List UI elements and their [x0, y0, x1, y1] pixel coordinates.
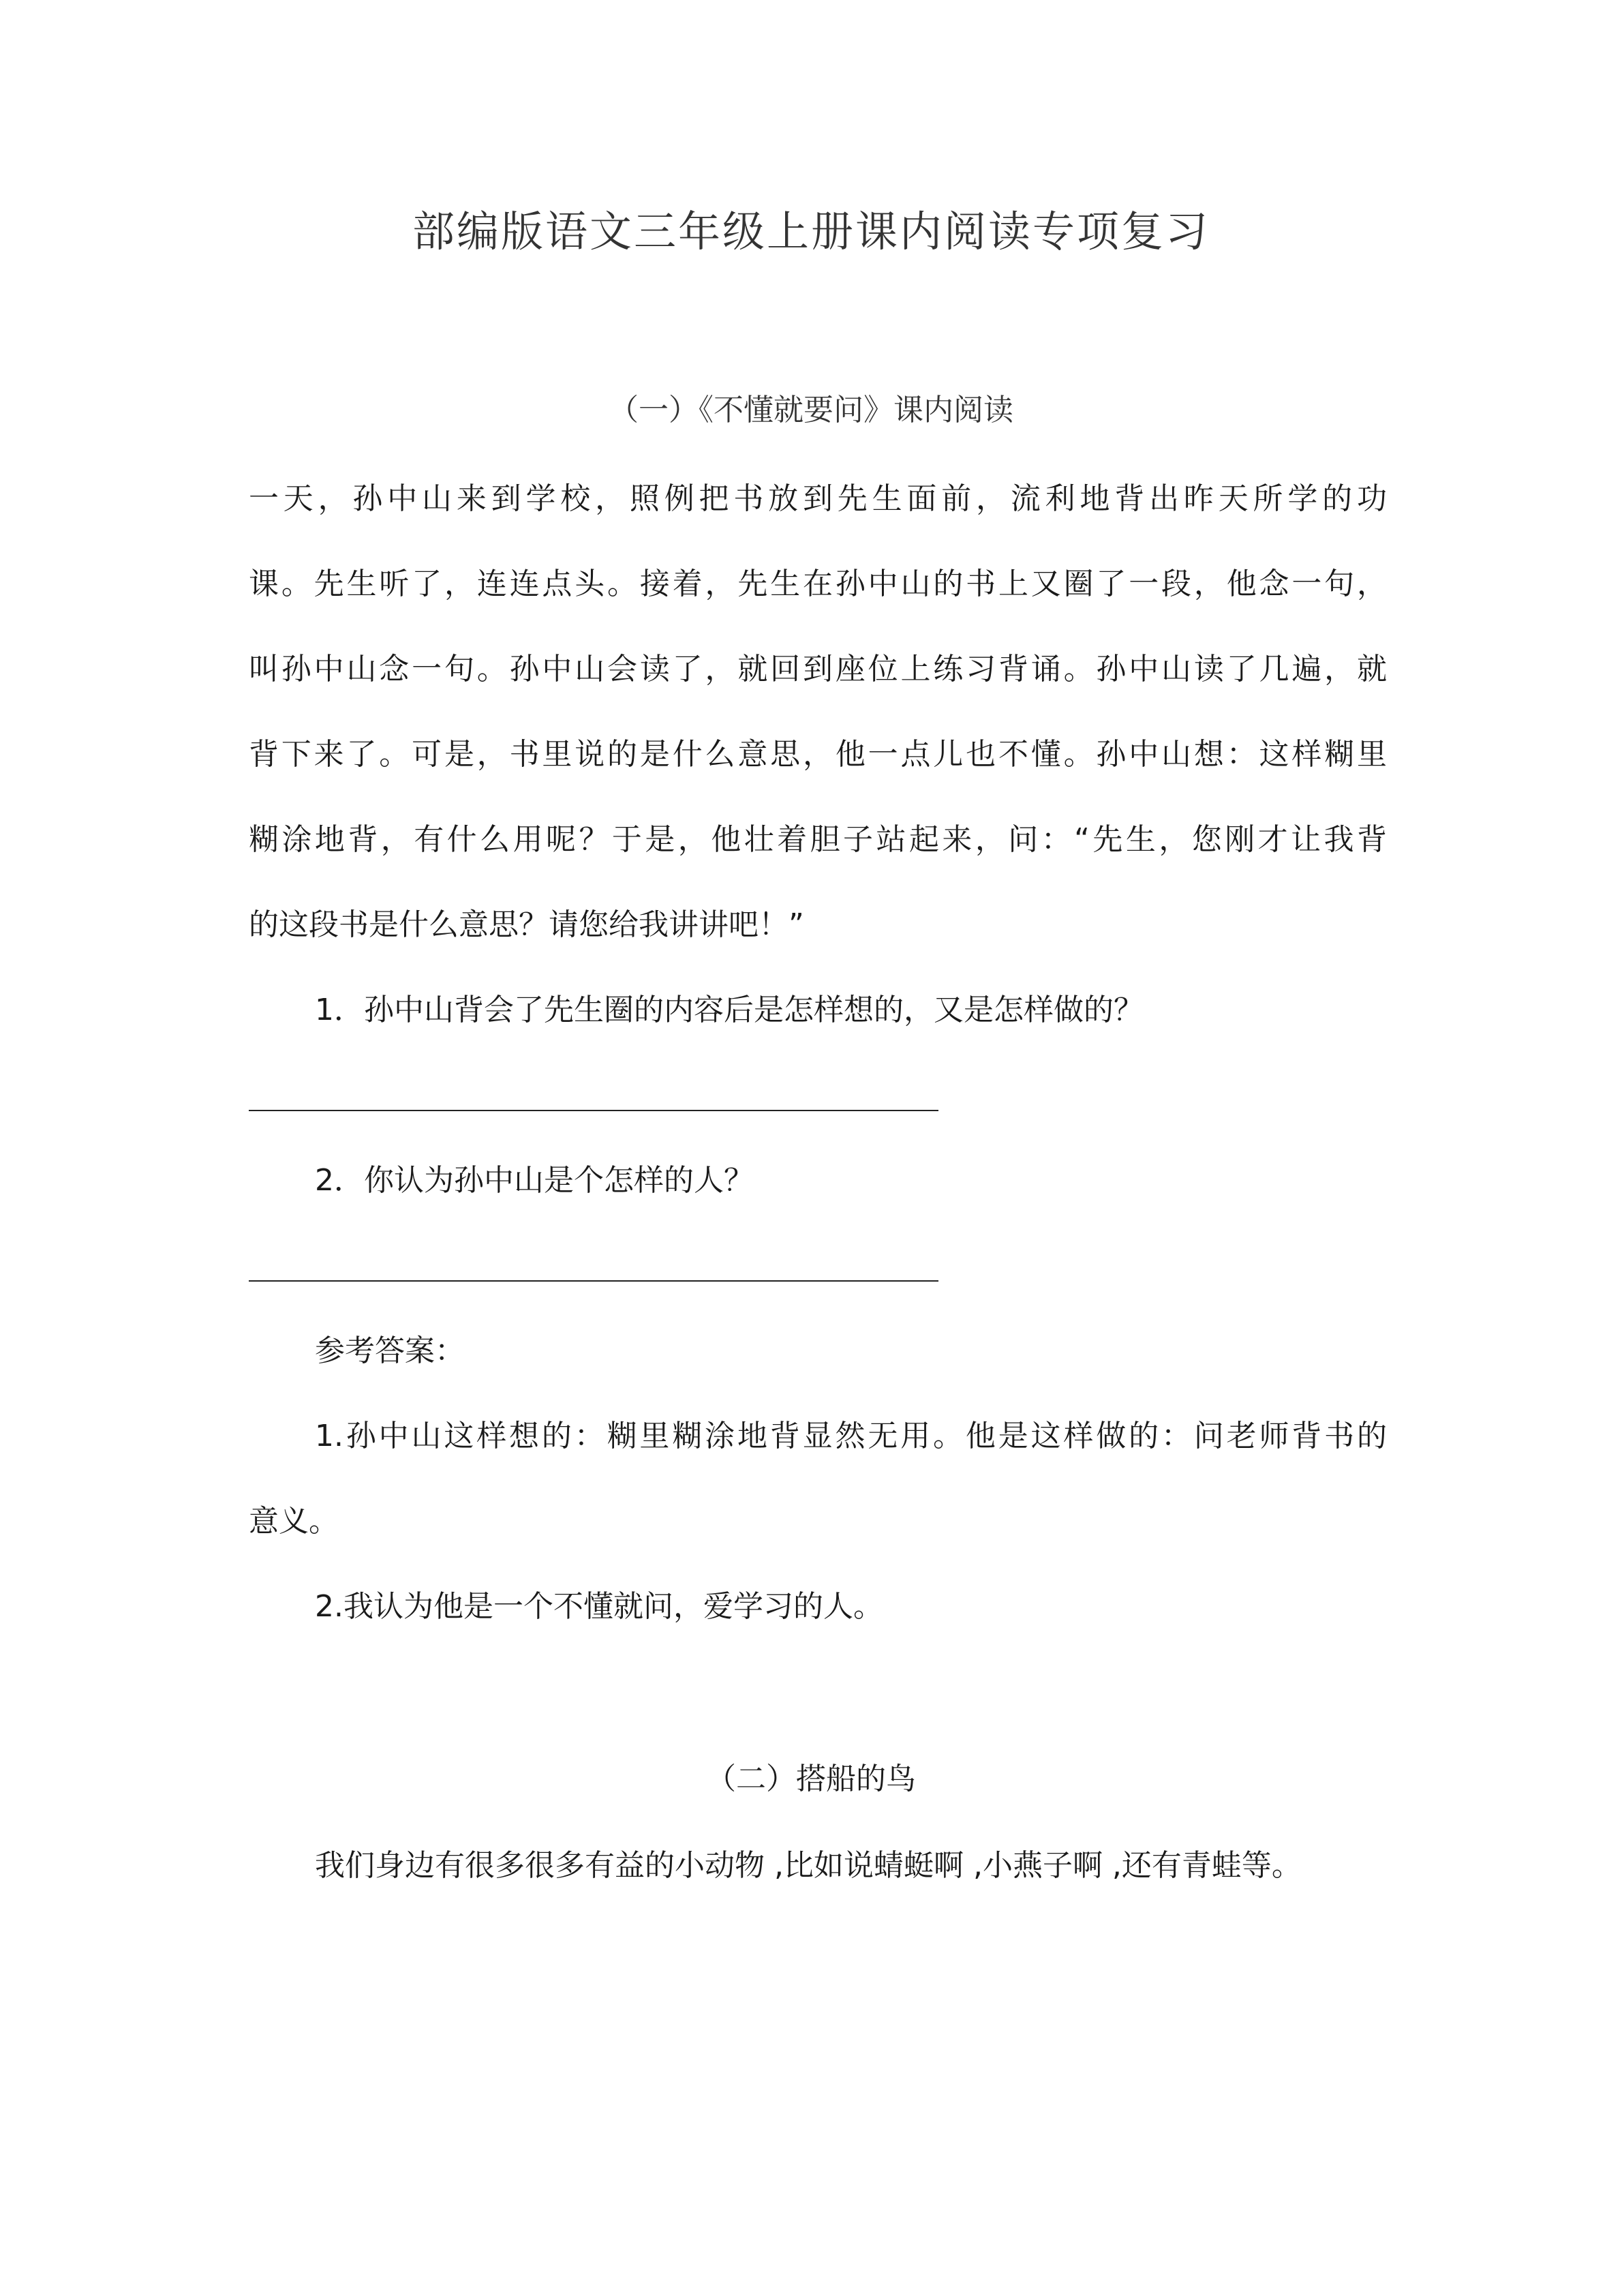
answer-line-2 — [249, 1280, 938, 1282]
answer-1-line: 意义。 — [249, 1504, 339, 1539]
answer-line-1 — [249, 1110, 938, 1111]
section-1-passage-line: 糊涂地背，有什么用呢？于是，他壮着胆子站起来，问：“先生，您刚才让我背 — [249, 822, 1387, 857]
question-1: 1．孙中山背会了先生圈的内容后是怎样想的，又是怎样做的？ — [315, 993, 1144, 1027]
section-1-passage-line: 叫孙中山念一句。孙中山会读了，就回到座位上练习背诵。孙中山读了几遍，就 — [249, 652, 1387, 686]
question-2: 2．你认为孙中山是个怎样的人？ — [315, 1163, 754, 1198]
document-title: 部编版语文三年级上册课内阅读专项复习 — [412, 207, 1210, 256]
section-1-passage-line: 背下来了。可是，书里说的是什么意思，他一点儿也不懂。孙中山想：这样糊里 — [249, 737, 1387, 772]
answer-1-line: 1.孙中山这样想的：糊里糊涂地背显然无用。他是这样做的：问老师背书的 — [315, 1419, 1387, 1453]
section-1-passage-line: 的这段书是什么意思？请您给我讲讲吧！” — [249, 907, 804, 942]
section-1-heading: （一）《不懂就要问》课内阅读 — [609, 393, 1013, 427]
section-2-passage-line: 我们身边有很多很多有益的小动物 ,比如说蜻蜓啊 ,小燕子啊 ,还有青蛙等。 — [315, 1848, 1302, 1883]
answer-2: 2.我认为他是一个不懂就问，爱学习的人。 — [315, 1589, 883, 1624]
section-1-passage-line: 一天，孙中山来到学校，照例把书放到先生面前，流利地背出昨天所学的功 — [249, 481, 1387, 516]
section-1-passage-line: 课。先生听了，连连点头。接着，先生在孙中山的书上又圈了一段，他念一句， — [249, 567, 1387, 601]
section-2-heading: （二）搭船的鸟 — [706, 1762, 916, 1796]
answer-key-label: 参考答案： — [315, 1333, 465, 1368]
